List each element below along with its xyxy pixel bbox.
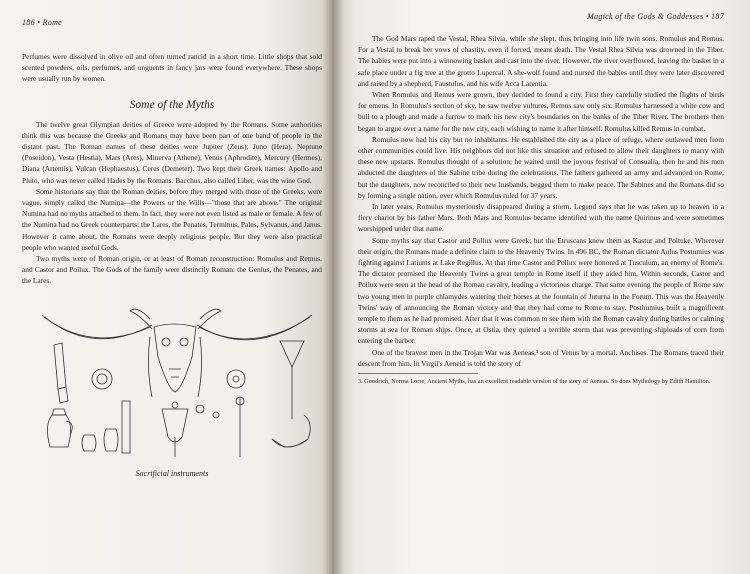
sacrificial-instruments-drawing <box>22 297 322 465</box>
paragraph-founding-city: When Romulus and Remus were grown, they decided to found a city. First they carefully studied the flights of birds for omens. In Romulus's section of sky, he saw twelve vultures, Remus saw only six. Romulus harnessed a white cow and bull to a plough and made a furrow to mark his new city's boundaries on the banks of the Tiber River. The brothers then began to argue over a name for the new city, each wishing to name it after himself. Romulus killed Remus in combat. <box>358 90 724 133</box>
sacrificial-instruments-illustration <box>22 297 322 477</box>
book-gutter-shadow <box>322 0 344 574</box>
paragraph-roman-myths: Two myths were of Roman origin, or at least of Roman reconstruction: Romulus and Remus, and Castor and Pollux. The Gods of the family were distinctly Roman: the Genius, the Penates, and the Lares. <box>22 254 322 286</box>
footnote: 3. Goodrich, Norma Lorre, Ancient Myths, has an excellent readable version of the story of Aeneas. So does Mythology by Edith Hamilton. <box>358 378 711 386</box>
left-page <box>0 0 332 574</box>
paragraph-numina: Some historians say that the Roman deities, before they merged with those of the Greeks, were vague, simply called the Numina—the Powers or the Wills—"those that are above." The original Numina had no myths attached to them. In fact, they were not even listed as male or female. A few of the Numina had no Greek counterparts: the Lares, the Penates, Terminus, Pales, Sylvanus, and Janus. However it came about, the Romans were deeply religious people. But they were also practical people who wanted useful Gods. <box>22 186 322 252</box>
section-heading: Some of the Myths <box>129 98 215 111</box>
paragraph-aeneas: One of the bravest men in the Trojan War was Aeneas,³ son of Venus by a mortal, Anchises. The Romans traced their descent from him. In Virgil's Aeneid is told the story of <box>358 347 724 368</box>
paragraph-mars-rhea-silvia: The God Mars raped the Vestal, Rhea Silvia, while she slept, thus bringing into life twin sons, Romulus and Remus. For a Vestal to break her vows of chastity, even if forced, meant death. The Vestal Rhea Silvia was drowned in the Tiber. The babies were put into a winnowing basket and cast into the river. However, the river overflowed, leaving the basket in a safe place under a fig tree at the grotto Lupercal. A she-wolf found and nursed the babies until they were later discovered and raised by a shepherd, Faustulus, and his wife Acca Larentia. <box>358 34 724 88</box>
paragraph-sabines: Romulus now had his city but no inhabitants. He established the city as a place of refuge, where outlawed men from other communities could live. His neighbors did not like this situation and refused to allow their daughters to marry with these new upstarts. Romulus thought of a solution; he waited until the joyous festival of Consualia, then he and his men abducted the daughters of the Sabine tribe during the celebrations. The fathers gathered an army and advanced on Rome, but the daughters, now reconciled to their new husbands, begged them to make peace. The Sabines and the Romans did so by forming a single nation, over which Romulus ruled for 37 years. <box>358 134 724 200</box>
figure-caption: Sacrificial instruments <box>135 468 209 478</box>
running-head-left: 186 • Rome <box>22 18 63 27</box>
paragraph-castor-pollux: Some myths say that Castor and Pollux were Greek; but the Etruscans knew them as Kastur and Poltuke. Wherever their origin, the Romans made a definite claim to the Heavenly Twins. In 496 BC, the Roman dictator Aulus Postumius was fighting against Latiums at Lake Regillus. At that time Castor and Pollux were honored at Tusculum, an enemy of Rome's. The dictator promised the Heavenly Twins a great temple in Rome itself if they aided him. Within seconds, Castor and Pollux were seen at the head of the Roman cavalry, leading a victorious charge. That same evening the people of Rome saw two young men in purple chlamydes watering their horses at the fountain of Juturna in the Forum. This was the Heavenly Twins' way of announcing the Roman victory and that they had come to Rome to stay. Posthumius built a magnificent temple to them as he had promised. After that it was common to see them with the Roman cavalry during battles or calming storms at sea for Roman ships. Once, at Ostia, they quieted a terrible storm that was preventing shiploads of corn from entering the harbor. <box>358 235 724 346</box>
right-page <box>332 0 750 574</box>
running-head-right: Magick of the Gods & Goddesses • 187 <box>587 12 724 21</box>
footnote-rule <box>358 373 478 374</box>
paragraph-olympian-deities: The twelve great Olympian deities of Greece were adopted by the Romans. Some authorities think this was because the Greeks and Romans may have been part of one band of people in the distant past. The Roman names of these deities were Jupiter (Zeus), Juno (Hera), Neptune (Poseidon), Vesta (Hestia), Mars (Ares), Minerva (Athene), Venus (Aphrodite), Mercury (Hermes), Diana (Artemis), Vulcan (Hephaestus), Ceres (Demeter). Two kept their Greek names: Apollo and Pluto, who was never called Hades by the Romans. Bacchus, also called Liber, was the wine God. <box>22 119 322 185</box>
paragraph-quirinus: In later years, Romulus mysteriously disappeared during a storm. Legend says that he was taken up to heaven in a fiery chariot by his father Mars. Both Mars and Romulus became identified with the name Quirinus and were sometimes worshipped under that name. <box>358 202 724 234</box>
paragraph-perfumes: Perfumes were dissolved in olive oil and often turned rancid in a short time. Little shops that sold scented powders, oils, perfumes, and unguents in fancy jars were found everywhere. These shops were usually run by women. <box>22 52 322 84</box>
